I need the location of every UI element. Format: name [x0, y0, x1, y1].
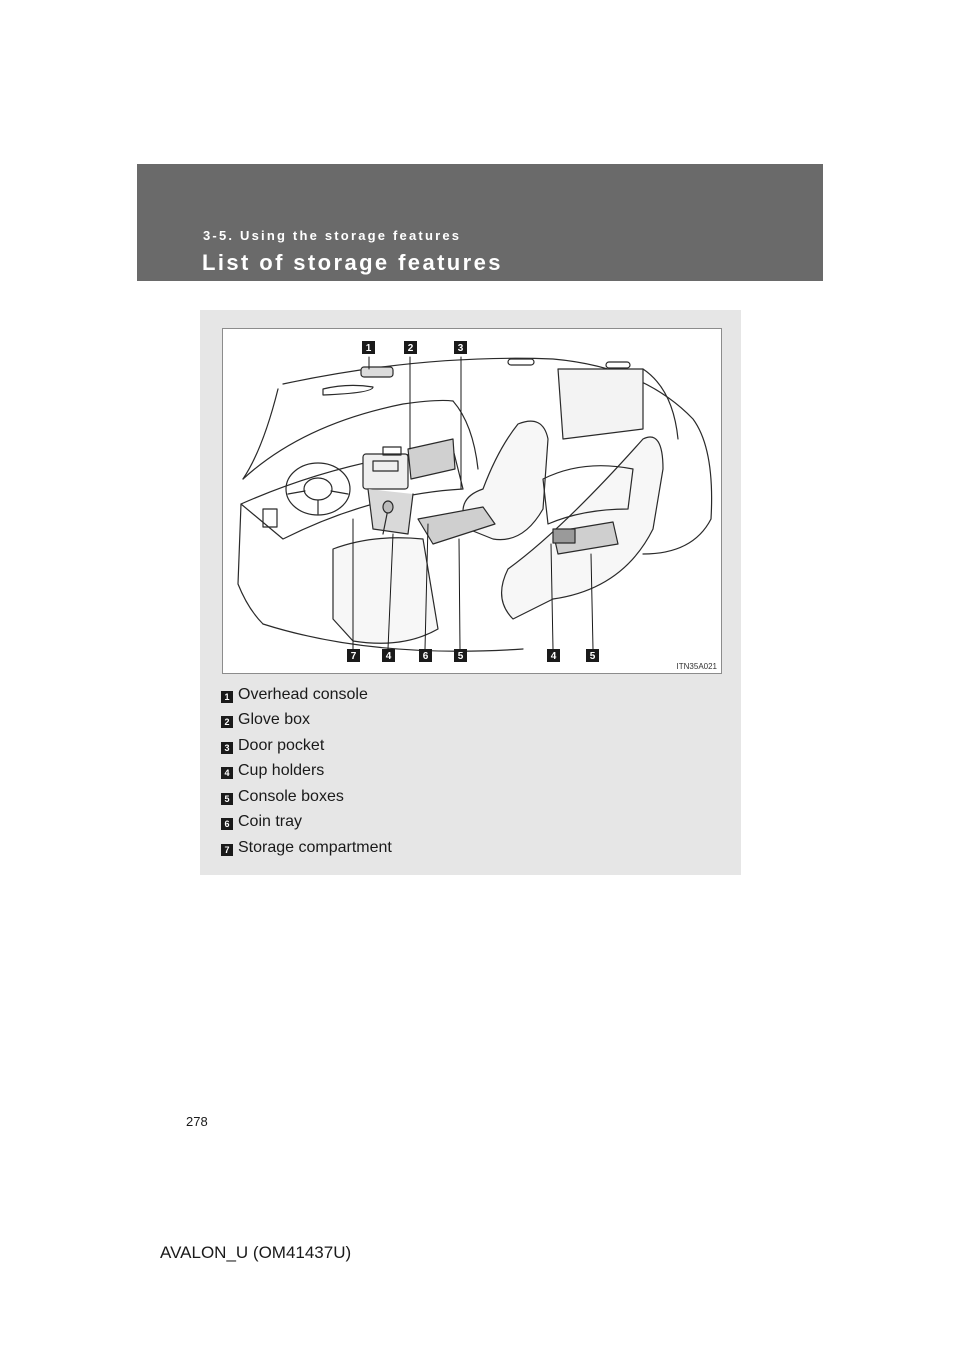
- callout-bottom-4: [454, 649, 467, 662]
- legend-label: Storage compartment: [238, 838, 392, 856]
- legend-label: Coin tray: [238, 813, 303, 831]
- page-title: List of storage features: [202, 250, 503, 275]
- callout-bottom-6: [586, 649, 599, 662]
- section-label: 3-5. Using the storage features: [203, 228, 462, 243]
- callout-bottom-5: [547, 649, 560, 662]
- figure-code: ITN35A021: [676, 662, 717, 671]
- legend-item: [221, 835, 392, 861]
- legend-item: [221, 708, 392, 734]
- legend-label: Overhead console: [238, 685, 368, 703]
- callout-top-1-label: 1: [365, 343, 372, 354]
- number-badge-icon: 2: [221, 716, 233, 728]
- car-interior-drawing: [223, 329, 721, 673]
- callout-top-1: [362, 341, 375, 354]
- callout-top-3: [454, 341, 467, 354]
- car-interior-illustration: [222, 328, 722, 674]
- manual-id: AVALON_U (OM41437U): [160, 1243, 352, 1262]
- number-badge-icon: 6: [221, 818, 233, 830]
- legend-item: [221, 759, 392, 785]
- callout-bottom-4-label: 5: [457, 651, 464, 662]
- legend-label: Console boxes: [238, 787, 344, 805]
- number-badge-icon: 3: [221, 742, 233, 754]
- legend-item: [221, 733, 392, 759]
- callout-top-2: [404, 341, 417, 354]
- legend-label: Glove box: [238, 711, 311, 729]
- legend-item: [221, 810, 392, 836]
- callout-top-2-label: 2: [407, 343, 414, 354]
- callout-bottom-2-label: 4: [385, 651, 392, 662]
- legend-label: Cup holders: [238, 762, 325, 780]
- callout-bottom-5-label: 4: [550, 651, 557, 662]
- legend-item: [221, 784, 392, 810]
- legend-label: Door pocket: [238, 736, 325, 754]
- number-badge-icon: 5: [221, 793, 233, 805]
- callout-bottom-3-label: 6: [422, 651, 429, 662]
- callout-bottom-2: [382, 649, 395, 662]
- legend-list: [221, 682, 392, 861]
- page-number: 278: [186, 1114, 208, 1129]
- number-badge-icon: 1: [221, 691, 233, 703]
- callout-bottom-1: [347, 649, 360, 662]
- callout-bottom-3: [419, 649, 432, 662]
- number-badge-icon: 4: [221, 767, 233, 779]
- callout-bottom-1-label: 7: [350, 651, 357, 662]
- callout-top-3-label: 3: [457, 343, 464, 354]
- legend-item: [221, 682, 392, 708]
- number-badge-icon: 7: [221, 844, 233, 856]
- callout-bottom-6-label: 5: [589, 651, 596, 662]
